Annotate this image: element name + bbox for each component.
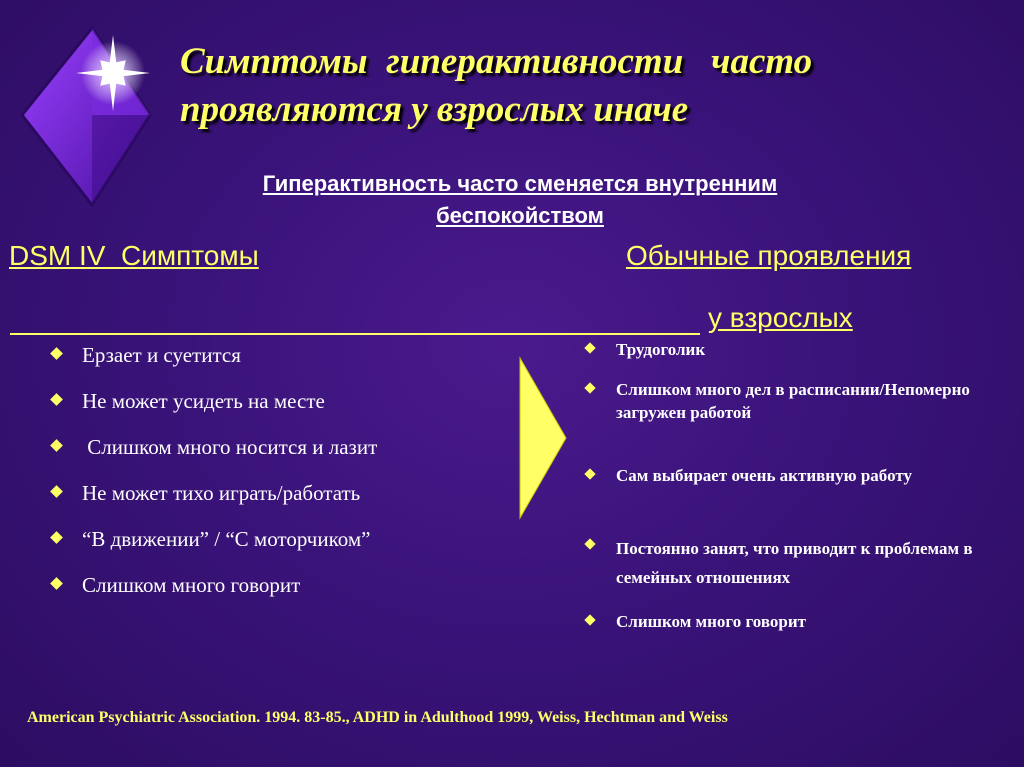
adult-heading-line-2: у взрослых — [708, 302, 853, 333]
list-item — [52, 432, 512, 478]
manifestation-text: Постоянно занят, что приводит к проблемам в семейных отношениях — [616, 539, 973, 587]
manifestation-text: Трудоголик — [616, 340, 706, 359]
list-item — [52, 478, 512, 524]
adult-heading-line-1: Обычные проявления — [626, 240, 912, 271]
list-item — [586, 378, 1006, 424]
list-item — [52, 524, 512, 570]
manifestation-text: Слишком много говорит — [616, 612, 806, 631]
diamond-bullet-icon — [584, 468, 595, 479]
diamond-bullet-icon — [584, 382, 595, 393]
source-citation: American Psychiatric Association. 1994. 83-85., ADHD in Adulthood 1999, Weiss, Hechtman and Weiss — [27, 709, 728, 726]
list-item — [586, 464, 1006, 487]
dsm-symptom-list — [52, 340, 512, 616]
manifestation-text: Сам выбирает очень активную работу — [616, 466, 912, 485]
slide-subtitle — [150, 168, 890, 232]
list-item — [586, 338, 1006, 361]
symptom-text: Слишком много говорит — [82, 573, 301, 597]
diamond-bullet-icon — [584, 614, 595, 625]
diamond-bullet-icon — [50, 577, 63, 590]
diamond-bullet-icon — [50, 439, 63, 452]
subtitle-line-1: Гиперактивность часто сменяется внутренним — [262, 171, 778, 196]
diamond-bullet-icon — [584, 538, 595, 549]
list-item — [586, 610, 1006, 633]
list-item — [586, 534, 1006, 592]
slide-title — [180, 38, 1000, 134]
dsm-heading: DSM IV Симптомы — [9, 240, 259, 271]
diamond-bullet-icon — [50, 347, 63, 360]
title-line-1: Симптомы гиперактивности часто — [180, 41, 813, 82]
symptom-text: “В движении” / “С моторчиком” — [82, 527, 371, 551]
list-item — [52, 570, 512, 616]
arrow-right-icon — [516, 356, 568, 520]
diamond-bullet-icon — [50, 531, 63, 544]
diamond-bullet-icon — [50, 485, 63, 498]
heading-underline — [10, 333, 700, 335]
symptom-text: Ерзает и суетится — [82, 343, 241, 367]
symptom-text: Не может усидеть на месте — [82, 389, 325, 413]
title-line-2: проявляются у взрослых иначе — [180, 89, 689, 130]
manifestation-text: Слишком много дел в расписании/Непомерно загружен работой — [616, 380, 979, 422]
diamond-bullet-icon — [50, 393, 63, 406]
symptom-text: Слишком много носится и лазит — [82, 435, 378, 459]
subtitle-line-2: беспокойством — [436, 203, 604, 228]
diamond-bullet-icon — [584, 342, 595, 353]
symptom-text: Не может тихо играть/работать — [82, 481, 361, 505]
list-item — [52, 340, 512, 386]
list-item — [52, 386, 512, 432]
